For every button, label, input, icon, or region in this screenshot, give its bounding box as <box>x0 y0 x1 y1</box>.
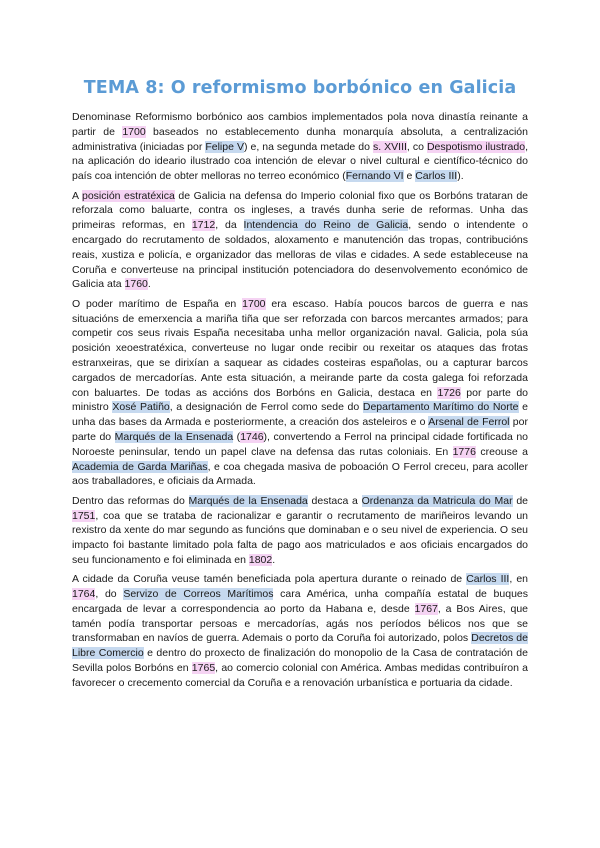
text-run: A <box>72 189 82 202</box>
text-run: era escaso. Había poucos barcos de guerra e nas situacións de emerxencia a mariña tiña que ser reforzada con barcos mercantes armados; para competir cos seus rivais España necesitaba unha mellor organización naval. Galicia, pola súa posición xeoestratéxica, converteuse no lugar onde recibir ou rexeitar os ataques das frotas estranxeiras, que se dirixían a saquear as cidades costeiras españolas, ou a capturar barcos cargados de mercadorías. Ante esta situación, a meirande parte da costa galega foi reforzada con baluartes. De todas as accións dos Borbóns en Galicia, destaca en <box>72 297 528 399</box>
text-run: Denominase Reformismo borbónico aos cambios implementados pola nova dinastía reinante a partir de <box>72 111 528 138</box>
text-run: , do <box>95 588 124 601</box>
text-run: , a designación de Ferrol como sede do <box>169 401 363 414</box>
text-run: A cidade da Coruña veuse tamén beneficiada pola apertura durante o reinado de <box>72 573 467 586</box>
text-run: ) e, na segunda metade do <box>243 140 373 153</box>
document-body <box>72 110 528 695</box>
text-run: e dentro do proxecto de finalización do monopolio de la Casa de contratación de Sevilla polos Borbóns en <box>72 647 528 675</box>
highlight-date: posición estratéxica <box>81 189 175 202</box>
text-run: destaca a <box>307 494 362 507</box>
highlight-term: Ordenanza da Matricula do Mar <box>361 494 513 507</box>
text-run: , en <box>509 573 529 586</box>
text-run: ), convertendo a Ferrol na principal cidade fortificada no Noroeste peninsular, tendo un papel clave na defensa das rutas coloniais. En <box>72 430 529 458</box>
highlight-term: Intendencia do Reino de Galicia <box>243 219 409 232</box>
highlight-date: 1767 <box>414 602 438 615</box>
highlight-date: 1764 <box>72 588 96 601</box>
text-run: por parte do ministro <box>72 386 528 414</box>
highlight-term: Marqués de la Ensenada <box>188 494 308 507</box>
text-run: , e coa chegada masiva de poboación O Ferrol creceu, para acoller aos traballadores, e oficiais da Armada. <box>72 460 528 488</box>
highlight-date: 1712 <box>191 219 216 232</box>
text-run: Dentro das reformas do <box>72 494 189 507</box>
highlight-date: s. XVIII <box>372 140 407 153</box>
page-title: TEMA 8: O reformismo borbónico en Galicia <box>83 78 517 98</box>
highlight-date: 1765 <box>191 662 216 675</box>
highlight-date: 1751 <box>72 509 96 522</box>
paragraph-5 <box>72 572 528 690</box>
text-run: de Galicia na defensa do Imperio colonial fixo que os Borbóns trataran de reforzala como baluarte, contra os ingleses, a través dunha serie de reformas. Unha das primeiras reformas, en <box>72 189 529 232</box>
text-run: baseados no establecemento dunha monarquía absoluta, a centralización administrativa (iniciadas por <box>72 125 528 153</box>
text-run: , na aplicación do ideario ilustrado coa intención de elevar o nivel cultural e científico-técnico do país coa intención de obter melloras no terreo económico ( <box>72 140 528 183</box>
text-run: , coa que se trataba de racionalizar e garantir o recrutamento de mariñeiros levando un rexistro da xente do mar segundo as funcións que dominaban e o seu nivel de experiencia. O seu impacto foi bastante limitado pola falta de pago aos matriculados e aos oficiais encargados do seu funcionamento e foi eliminada en <box>72 509 528 566</box>
text-run: , sendo o intendente o encargado do recrutamento de soldados, aloxamento e manutención das tropas, contribucións reais, xustiza e policía, e organizador das melloras de vilas e cidades. A sede estableceuse na Coruña e converteuse na principal institución potenciadora do desenvolvemento económico de Galicia ata <box>72 219 528 291</box>
highlight-term: Servizo de Correos Marítimos <box>123 588 274 601</box>
paragraph-3 <box>72 297 528 489</box>
text-run: e <box>403 170 416 183</box>
text-run: , co <box>406 140 427 153</box>
highlight-date: 1776 <box>452 445 476 458</box>
text-run: ( <box>233 430 241 443</box>
text-run: por parte do <box>72 416 528 443</box>
text-run: . <box>272 553 276 566</box>
highlight-term: Departamento Marítimo do Norte <box>362 401 519 414</box>
text-run: , ao comercio colonial con América. Ambas medidas contribuíron a favorecer o crecemento comercial da Coruña e a renovación urbanística e portuaria da cidade. <box>72 662 528 689</box>
highlight-date: 1802 <box>248 553 273 566</box>
highlight-date: 1760 <box>124 278 148 291</box>
highlight-term: Carlos III <box>415 170 458 183</box>
highlight-date: Despotismo ilustrado <box>426 140 526 153</box>
highlight-term: Academia de Garda Mariñas <box>72 460 208 473</box>
highlight-term: Felipe V <box>205 140 244 153</box>
highlight-term: Arsenal de Ferrol <box>428 416 510 429</box>
highlight-term: Xosé Patiño <box>112 401 170 414</box>
highlight-term: Carlos III <box>466 573 510 586</box>
text-run: e unha das bases da Armada e posteriormente, a creación dos asteleiros e o <box>72 401 528 429</box>
paragraph-2 <box>72 189 528 293</box>
text-run: de <box>512 494 529 507</box>
highlight-date: 1726 <box>437 386 461 399</box>
highlight-term: Marqués de la Ensenada <box>114 430 234 443</box>
highlight-date: 1700 <box>122 125 146 138</box>
text-run: O poder marítimo de España en <box>72 297 243 310</box>
highlight-term: Fernando VI <box>345 170 404 183</box>
highlight-term: Decretos de Libre Comercio <box>72 632 528 660</box>
highlight-date: 1746 <box>240 430 264 443</box>
text-run: cara América, unha compañía estatal de buques encargada de levar a correspondencia ao porto da Habana e, desde <box>72 588 528 615</box>
paragraph-4 <box>72 494 528 568</box>
text-run: creouse a <box>475 445 528 458</box>
text-run: , a Bos Aires, que tamén podía transportar persoas e mercadorías, agás nos períodos bélicos nos que se transformaban en navíos de guerra. Ademais o porto da Coruña foi autorizado, polos <box>72 602 528 645</box>
text-run: , da <box>215 219 244 232</box>
text-run: . <box>147 278 151 291</box>
text-run: ). <box>457 170 464 183</box>
paragraph-1 <box>72 110 528 184</box>
highlight-date: 1700 <box>242 297 266 310</box>
